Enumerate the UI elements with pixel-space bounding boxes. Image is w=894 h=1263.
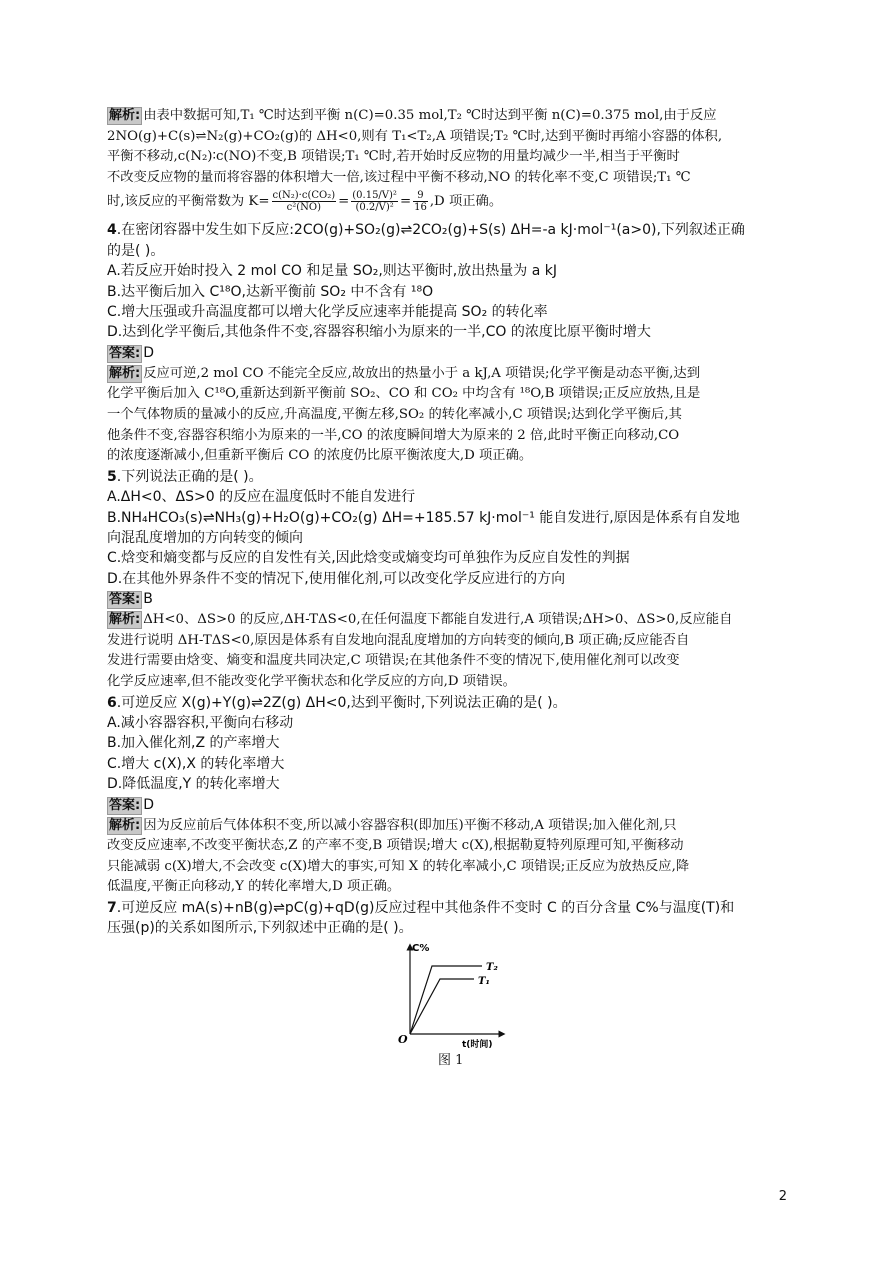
- q6-option-d: D.降低温度,Y 的转化率增大: [107, 776, 280, 793]
- q5-exp-line-4: 化学反应速率,但不能改变化学平衡状态和化学反应的方向,D 项错误。: [107, 674, 516, 689]
- q3-k-fraction-1: $\frac{\text{c(N₂)·c(CO₂)}}{\text{c²(NO)}}$: [272, 190, 336, 214]
- q6-option-a: A.减小容器容积,平衡向右移动: [107, 715, 294, 731]
- answer-tag: 答案:: [109, 797, 141, 813]
- q3-k-suffix: ,D 项正确。: [429, 194, 503, 210]
- q4-exp-line-5: 的浓度逐渐减小,但重新平衡后 CO 的浓度仍比原平衡浓度大,D 项正确。: [107, 448, 533, 464]
- question-5: [107, 467, 779, 693]
- q6-stem-line-1: .可逆反应 X(g)+Y(g)⇌2Z(g) ΔH<0,达到平衡时,下列说法正确的是( )。: [116, 694, 567, 711]
- q4-exp-line-2: 化学平衡后加入 C¹⁸O,重新达到新平衡前 SO₂、CO 和 CO₂ 中均含有 ¹⁸O,B 项错误;正反应放热,且是: [107, 386, 701, 402]
- question-6: [107, 693, 779, 898]
- q7-number: 7: [107, 900, 117, 916]
- origin-label: O: [398, 1032, 408, 1046]
- q3-exp-line-3: 平衡不移动,c(N₂)∶c(NO)不变,B 项错误;T₁ ℃时,若开始时反应物的用量均减少一半,相当于平衡时: [107, 149, 680, 165]
- q5-option-d: D.在其他外界条件不变的情况下,使用催化剂,可以改变化学反应进行的方向: [107, 570, 566, 587]
- q4-stem-line-2: 的是( )。: [107, 242, 165, 259]
- answer-tag: 答案:: [109, 345, 141, 361]
- q4-exp-line-3: 一个气体物质的量减小的反应,升高温度,平衡左移,SO₂ 的转化率减小,C 项错误;达到化学平衡后,其: [107, 407, 682, 422]
- q6-exp-line-3: 只能减弱 c(X)增大,不会改变 c(X)增大的事实,可知 X 的转化率减小,C 项错误;正反应为放热反应,降: [107, 858, 690, 874]
- q3-k-fraction-2: $\frac{\text{(0.15/V)²}}{\text{(0.2/V)²}}$: [352, 190, 397, 214]
- q3-exp-line-4: 不改变反应物的量而将容器的体积增大一倍,该过程中平衡不移动,NO 的转化率不变,C 项错误;T₁ ℃: [107, 169, 691, 185]
- q6-exp-line-2: 改变反应速率,不改变平衡状态,Z 的产率不变,B 项错误;增大 c(X),根据勒夏特列原理可知,平衡移动: [107, 838, 684, 854]
- q5-number: 5: [107, 468, 117, 485]
- q4-answer: D: [143, 344, 154, 361]
- c-percent-vs-time-graph: [392, 941, 522, 1051]
- q3-explanation: [107, 106, 779, 216]
- curve-label-t1: T₁: [478, 975, 490, 987]
- q5-option-b: B.NH₄HCO₃(s)⇌NH₃(g)+H₂O(g)+CO₂(g) ΔH=+185.57 kJ·mol⁻¹ 能自发进行,原因是体系有自发地: [107, 509, 740, 526]
- figure-caption: 图 1: [438, 1052, 464, 1068]
- explanation-tag: 解析:: [109, 817, 141, 833]
- answer-tag: 答案:: [109, 592, 141, 608]
- question-7: [107, 898, 779, 1069]
- q4-number: 4: [107, 222, 117, 239]
- q6-option-c: C.增大 c(X),X 的转化率增大: [107, 755, 285, 772]
- q4-exp-line-4: 他条件不变,容器容积缩小为原来的一半,CO 的浓度瞬间增大为原来的 2 倍,此时平衡正向移动,CO: [107, 427, 680, 443]
- q6-exp-line-1: 因为反应前后气体体积不变,所以减小容器容积(即加压)平衡不移动,A 项错误;加入催化剂,只: [143, 817, 677, 833]
- q4-exp-line-1: 反应可逆,2 mol CO 不能完全反应,故放出的热量小于 a kJ,A 项错误;化学平衡是动态平衡,达到: [143, 365, 700, 381]
- curve-label-t2: T₂: [486, 961, 498, 973]
- q5-exp-line-2: 发进行说明 ΔH-TΔS<0,原因是体系有自发地向混乱度增加的方向转变的倾向,B 项正确;反应能否自: [107, 632, 690, 648]
- q6-number: 6: [107, 694, 117, 711]
- q3-k-prefix: 时,该反应的平衡常数为 K=: [107, 194, 270, 210]
- x-axis-label: t(时间): [462, 1039, 493, 1050]
- page-number: 2: [778, 1189, 787, 1204]
- page-content: [107, 106, 779, 1069]
- q5-option-c: C.焓变和熵变都与反应的自发性有关,因此焓变或熵变均可单独作为反应自发性的判据: [107, 550, 630, 567]
- q7-stem-line-2: 压强(p)的关系如图所示,下列叙述中正确的是( )。: [107, 920, 413, 937]
- q5-stem-line-1: .下列说法正确的是( )。: [116, 468, 263, 485]
- explanation-tag: 解析:: [109, 108, 141, 123]
- q5-option-b-cont: 向混乱度增加的方向转变的倾向: [107, 530, 303, 546]
- q5-answer: B: [143, 591, 153, 608]
- q7-stem-line-1: .可逆反应 mA(s)+nB(g)⇌pC(g)+qD(g)反应过程中其他条件不变时 C 的百分含量 C%与温度(T)和: [116, 900, 735, 916]
- q4-option-d: D.达到化学平衡后,其他条件不变,容器容积缩小为原来的一半,CO 的浓度比原平衡时增大: [107, 324, 651, 341]
- q5-option-a: A.ΔH<0、ΔS>0 的反应在温度低时不能自发进行: [107, 489, 416, 506]
- explanation-tag: 解析:: [109, 365, 141, 381]
- curve-t2: [410, 966, 482, 1034]
- q6-exp-line-4: 低温度,平衡正向移动,Y 的转化率增大,D 项正确。: [107, 879, 401, 895]
- q3-k-fraction-3: $\frac{9}{16}$: [414, 190, 427, 214]
- question-4: [107, 220, 779, 466]
- q4-option-b: B.达平衡后加入 C¹⁸O,达新平衡前 SO₂ 中不含有 ¹⁸O: [107, 283, 434, 300]
- q4-option-c: C.增大压强或升高温度都可以增大化学反应速率并能提高 SO₂ 的转化率: [107, 304, 548, 320]
- q3-exp-line-1: 由表中数据可知,T₁ ℃时达到平衡 n(C)=0.35 mol,T₂ ℃时达到平衡 n(C)=0.375 mol,由于反应: [143, 108, 717, 123]
- curve-t1: [410, 979, 474, 1034]
- q6-answer: D: [143, 796, 154, 813]
- q4-option-a: A.若反应开始时投入 2 mol CO 和足量 SO₂,则达平衡时,放出热量为 a kJ: [107, 263, 557, 280]
- q7-figure: [107, 941, 779, 1069]
- q5-exp-line-1: ΔH<0、ΔS>0 的反应,ΔH-TΔS<0,在任何温度下都能自发进行,A 项错误;ΔH>0、ΔS>0,反应能自: [143, 612, 733, 628]
- q3-exp-line-5: 时,该反应的平衡常数为 K= $\frac{\text{c(N₂)·c(CO₂)}}{\text{c²(NO)}}$ = $\frac{\text{(0.15/V)²}}{\text{(0.2/V)²}}$ = $\frac{9}{16}$ ,D 项正确。: [107, 190, 503, 214]
- q4-stem-line-1: .在密闭容器中发生如下反应:2CO(g)+SO₂(g)⇌2CO₂(g)+S(s) ΔH=-a kJ·mol⁻¹(a>0),下列叙述正确: [116, 222, 745, 239]
- y-axis-label: C%: [412, 942, 430, 954]
- q3-exp-line-2: 2NO(g)+C(s)⇌N₂(g)+CO₂(g)的 ΔH<0,则有 T₁<T₂,A 项错误;T₂ ℃时,达到平衡时再缩小容器的体积,: [107, 128, 723, 144]
- q6-option-b: B.加入催化剂,Z 的产率增大: [107, 735, 280, 752]
- q5-exp-line-3: 发进行需要由焓变、熵变和温度共同决定,C 项错误;在其他条件不变的情况下,使用催化剂可以改变: [107, 653, 680, 669]
- explanation-tag: 解析:: [109, 612, 141, 628]
